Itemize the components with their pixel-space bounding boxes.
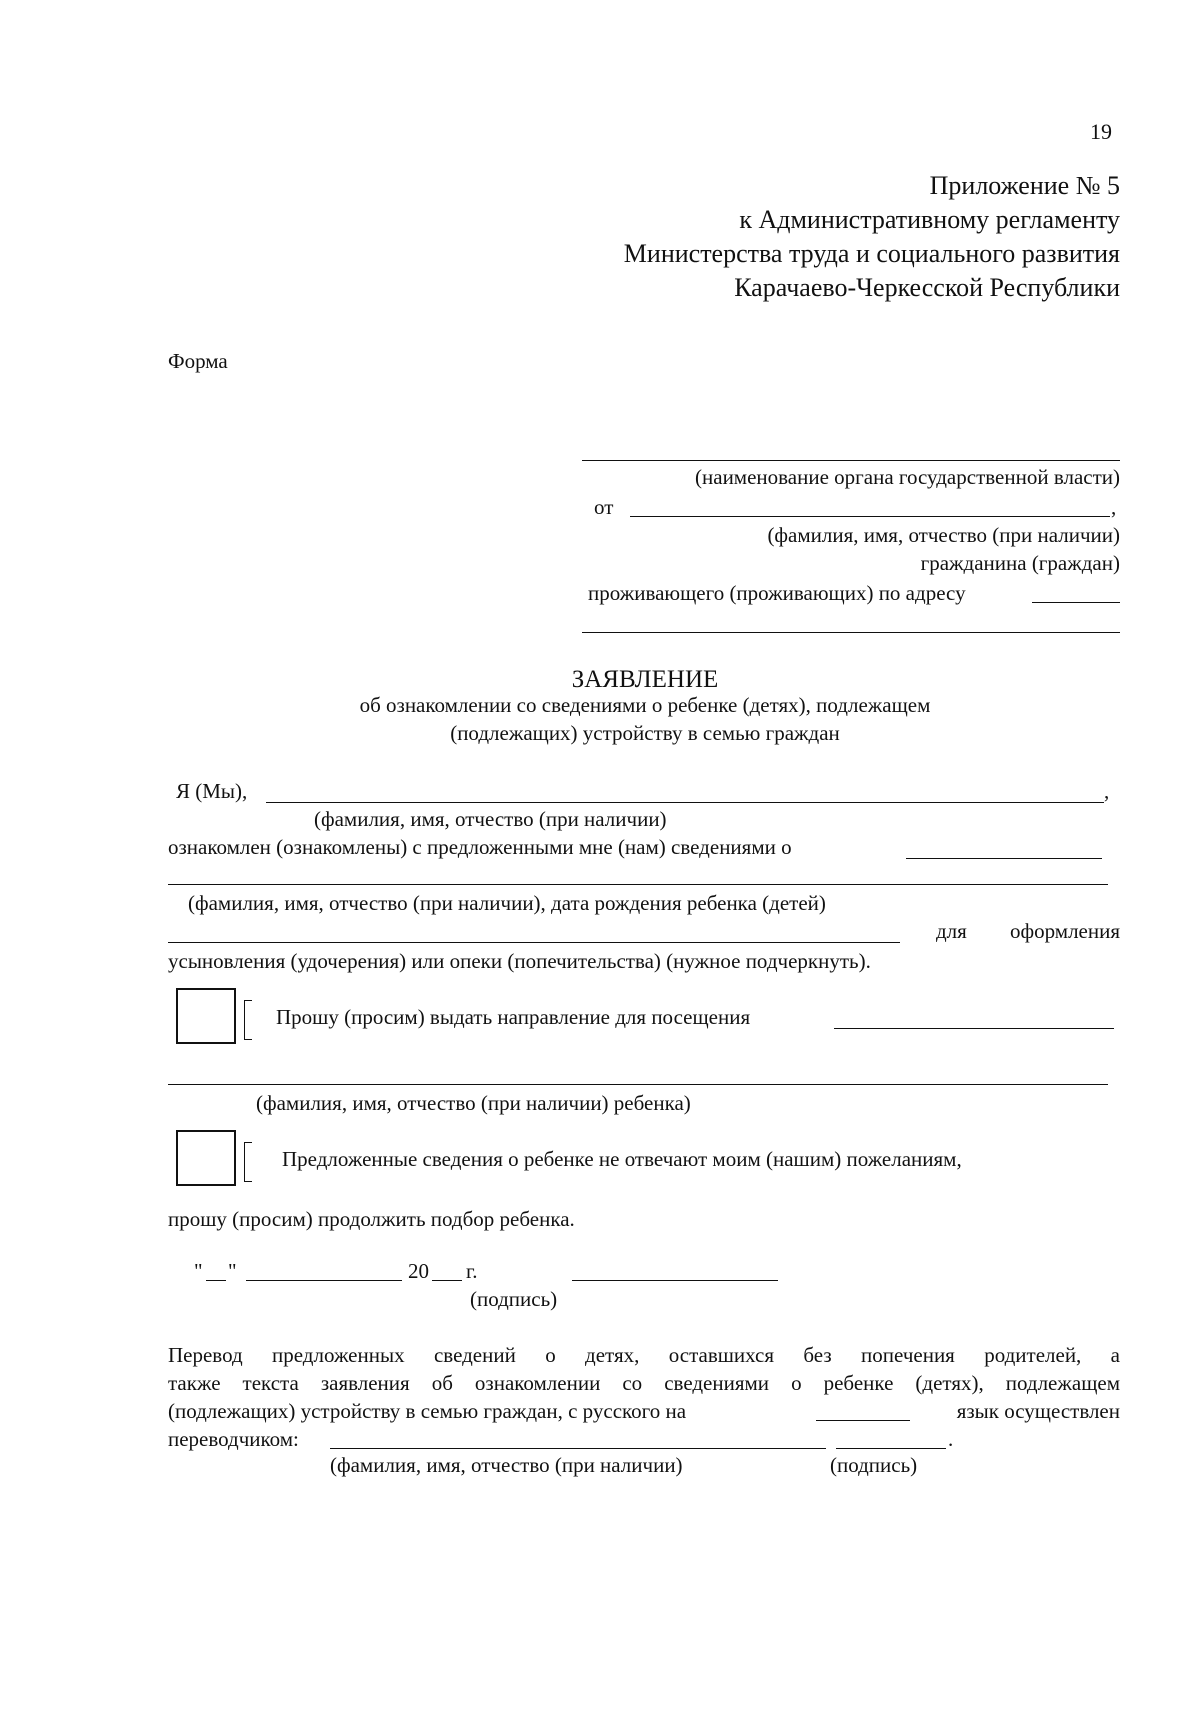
organ-name-field[interactable] (582, 460, 1120, 461)
child-info-field[interactable] (906, 858, 1102, 859)
translation-end-period: . (948, 1427, 954, 1451)
address-field-line-2[interactable] (582, 632, 1120, 633)
signature-field[interactable] (572, 1280, 778, 1281)
appendix-line-2: к Административному регламенту (739, 205, 1120, 234)
applicant-fio-caption: (фамилия, имя, отчество (при наличии) (767, 523, 1120, 547)
page-number: 19 (1090, 119, 1112, 144)
form-label: Форма (168, 349, 228, 373)
translation-line-3a: (подлежащих) устройству в семью граждан, с русского на (168, 1399, 687, 1423)
address-field[interactable] (1032, 602, 1120, 603)
organ-caption: (наименование органа государственной власти) (695, 465, 1120, 489)
we-name-field[interactable] (266, 802, 1104, 803)
purpose-registration: оформления (1009, 919, 1120, 943)
visit-child-field-line-2[interactable] (168, 1084, 1108, 1085)
translation-line-3b: язык осуществлен (956, 1399, 1120, 1423)
option1-text: Прошу (просим) выдать направление для посещения (276, 1005, 751, 1029)
purpose-tail: усыновления (удочерения) или опеки (попечительства) (нужное подчеркнуть). (168, 949, 871, 973)
option2-bracket (244, 1142, 252, 1182)
day-field[interactable] (206, 1280, 226, 1281)
date-quote-close: " (228, 1259, 237, 1283)
citizen-caption: гражданина (граждан) (920, 551, 1120, 575)
acquainted-text: ознакомлен (ознакомлены) с предложенными мне (нам) сведениями о (168, 835, 792, 859)
option1-caption: (фамилия, имя, отчество (при наличии) ребенка) (256, 1091, 691, 1115)
option1-checkbox[interactable] (176, 988, 236, 1044)
option2-text: Предложенные сведения о ребенке не отвечают моим (нашим) пожеланиям, (282, 1147, 962, 1171)
translator-sign-caption: (подпись) (830, 1453, 918, 1477)
option2-checkbox[interactable] (176, 1130, 236, 1186)
from-comma: , (1111, 495, 1117, 519)
address-label: проживающего (проживающих) по адресу (588, 581, 966, 605)
visit-child-field[interactable] (834, 1028, 1114, 1029)
we-fio-caption: (фамилия, имя, отчество (при наличии) (314, 807, 667, 831)
purpose-for: для (936, 919, 967, 943)
translation-line-1: Перевод предложенных сведений о детях, оставшихся без попечения родителей, а (168, 1343, 1120, 1367)
translator-fio-caption: (фамилия, имя, отчество (при наличии) (330, 1453, 683, 1477)
translator-name-field[interactable] (330, 1448, 826, 1449)
appendix-title: Приложение № 5 (929, 171, 1120, 200)
target-language-field[interactable] (816, 1420, 910, 1421)
option2-continuation: прошу (просим) продолжить подбор ребенка. (168, 1207, 575, 1231)
year-field[interactable] (432, 1280, 462, 1281)
appendix-line-3: Министерства труда и социального развития (623, 239, 1120, 268)
month-field[interactable] (246, 1280, 402, 1281)
appendix-line-4: Карачаево-Черкесской Республики (734, 273, 1120, 302)
document-title: ЗАЯВЛЕНИЕ (571, 666, 719, 693)
translator-signature-field[interactable] (836, 1448, 946, 1449)
document-subtitle-1: об ознакомлении со сведениями о ребенке (детях), подлежащем (359, 693, 931, 717)
child-caption: (фамилия, имя, отчество (при наличии), дата рождения ребенка (детей) (188, 891, 826, 915)
we-comma: , (1104, 779, 1110, 803)
we-label: Я (Мы), (176, 779, 248, 803)
date-quote-open: " (194, 1259, 203, 1283)
option1-bracket (244, 1000, 252, 1040)
signature-caption: (подпись) (470, 1287, 558, 1311)
applicant-name-field[interactable] (630, 516, 1110, 517)
child-info-field-line-3[interactable] (168, 942, 900, 943)
year-suffix: г. (466, 1259, 478, 1283)
translation-line-2: также текста заявления об ознакомлении со сведениями о ребенке (детях), подлежащем (168, 1371, 1120, 1395)
translator-label: переводчиком: (168, 1427, 299, 1451)
year-prefix: 20 (408, 1259, 429, 1283)
child-info-field-line-2[interactable] (168, 884, 1108, 885)
document-subtitle-2: (подлежащих) устройству в семью граждан (450, 721, 840, 745)
from-label: от (594, 495, 614, 519)
